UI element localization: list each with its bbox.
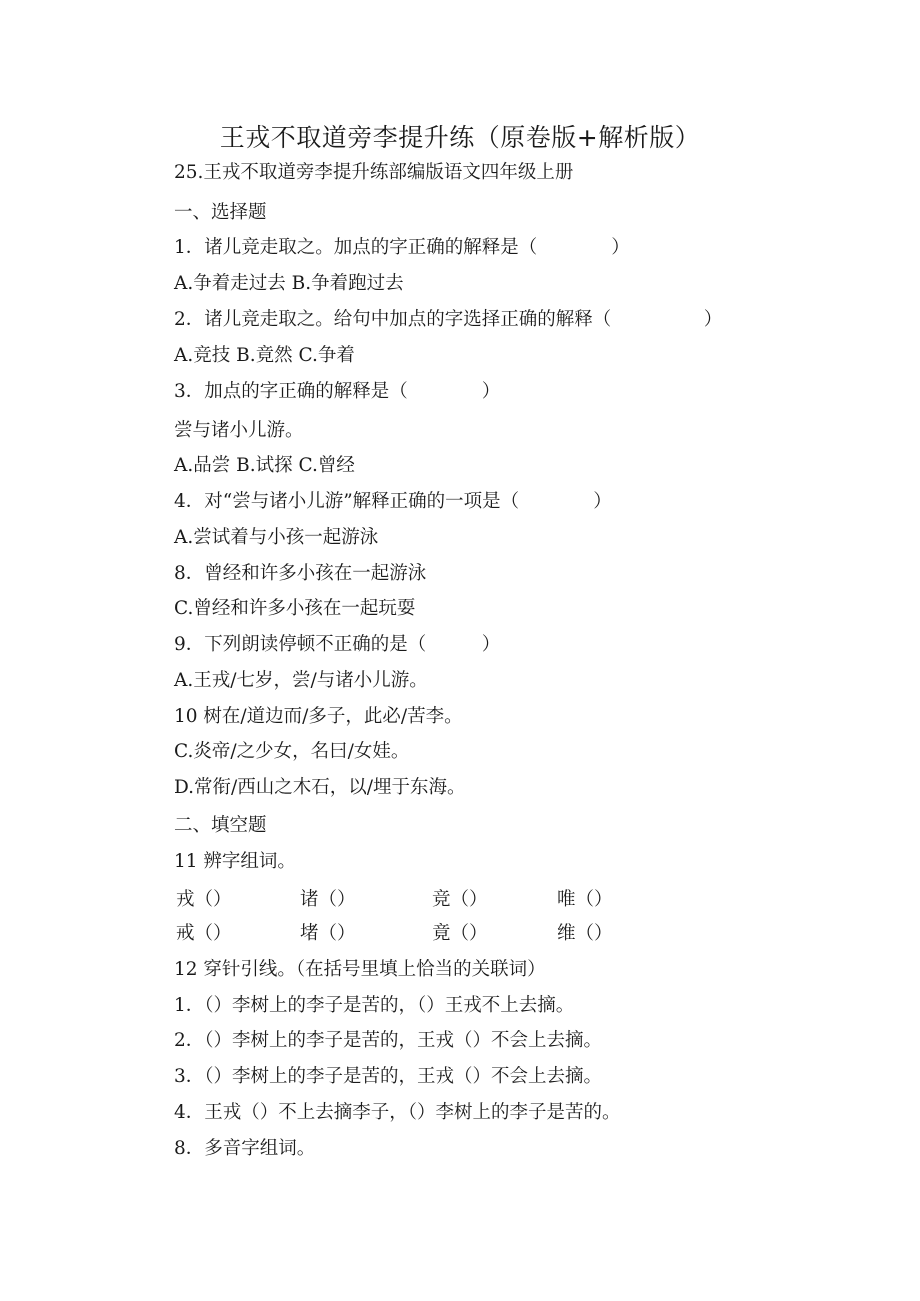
section-heading-fill: 二、填空题: [174, 815, 267, 836]
question-1-options: A.争着走过去 B.争着跑过去: [174, 273, 404, 294]
question-12-item: 1．（）李树上的李子是苦的，（）王戎不上去摘。: [174, 995, 575, 1016]
word-pair-cell: 戒（）: [176, 923, 232, 944]
question-12-item: 3．（）李树上的李子是苦的，王戎（）不会上去摘。: [174, 1066, 603, 1087]
question-5-option-c: C.炎帝/之少女，名曰/女娃。: [174, 741, 410, 762]
question-5-option-a: A.王戎/七岁，尝/与诸小儿游。: [174, 670, 428, 691]
word-pair-cell: 戎（）: [176, 889, 232, 910]
question-12-item: 2．（）李树上的李子是苦的，王戎（）不会上去摘。: [174, 1030, 603, 1051]
question-3-sentence: 尝与诸小儿游。: [174, 420, 304, 441]
page-title: 王戎不取道旁李提升练（原卷版+解析版）: [219, 123, 701, 152]
word-pair-cell: 堵（）: [300, 923, 356, 944]
word-pair-cell: 诸（）: [300, 889, 356, 910]
question-3: 3．加点的字正确的解释是（ ）: [174, 381, 501, 402]
question-12: 12 穿针引线。（在括号里填上恰当的关联词）: [174, 959, 546, 980]
question-5-option-b: 10 树在/道边而/多子，此必/苦李。: [174, 706, 463, 727]
question-4-option-b: 8．曾经和许多小孩在一起游泳: [174, 563, 427, 584]
question-3-options: A.品尝 B.试探 C.曾经: [174, 455, 355, 476]
question-2-options: A.竞技 B.竟然 C.争着: [174, 345, 355, 366]
question-12-item: 4．王戎（）不上去摘李子，（）李树上的李子是苦的。: [174, 1102, 621, 1123]
question-1: 1．诸儿竞走取之。加点的字正确的解释是（ ）: [174, 237, 630, 258]
word-pair-cell: 竞（）: [432, 889, 488, 910]
question-4-option-c: C.曾经和许多小孩在一起玩耍: [174, 598, 416, 619]
question-2: 2．诸儿竞走取之。给句中加点的字选择正确的解释（ ）: [174, 309, 723, 330]
question-4: 4．对“尝与诸小儿游”解释正确的一项是（ ）: [174, 491, 612, 512]
section-heading-choice: 一、选择题: [174, 202, 267, 223]
question-5: 9．下列朗读停顿不正确的是（ ）: [174, 634, 501, 655]
word-pair-cell: 竟（）: [432, 923, 488, 944]
subtitle: 25.王戎不取道旁李提升练部编版语文四年级上册: [174, 162, 574, 183]
word-pair-cell: 唯（）: [557, 889, 613, 910]
question-4-option-a: A.尝试着与小孩一起游泳: [174, 527, 379, 548]
question-11: 11 辨字组词。: [174, 851, 296, 872]
word-pair-cell: 维（）: [557, 923, 613, 944]
question-5-option-d: D.常衔/西山之木石，以/埋于东海。: [174, 777, 466, 798]
question-13: 8．多音字组词。: [174, 1138, 316, 1159]
